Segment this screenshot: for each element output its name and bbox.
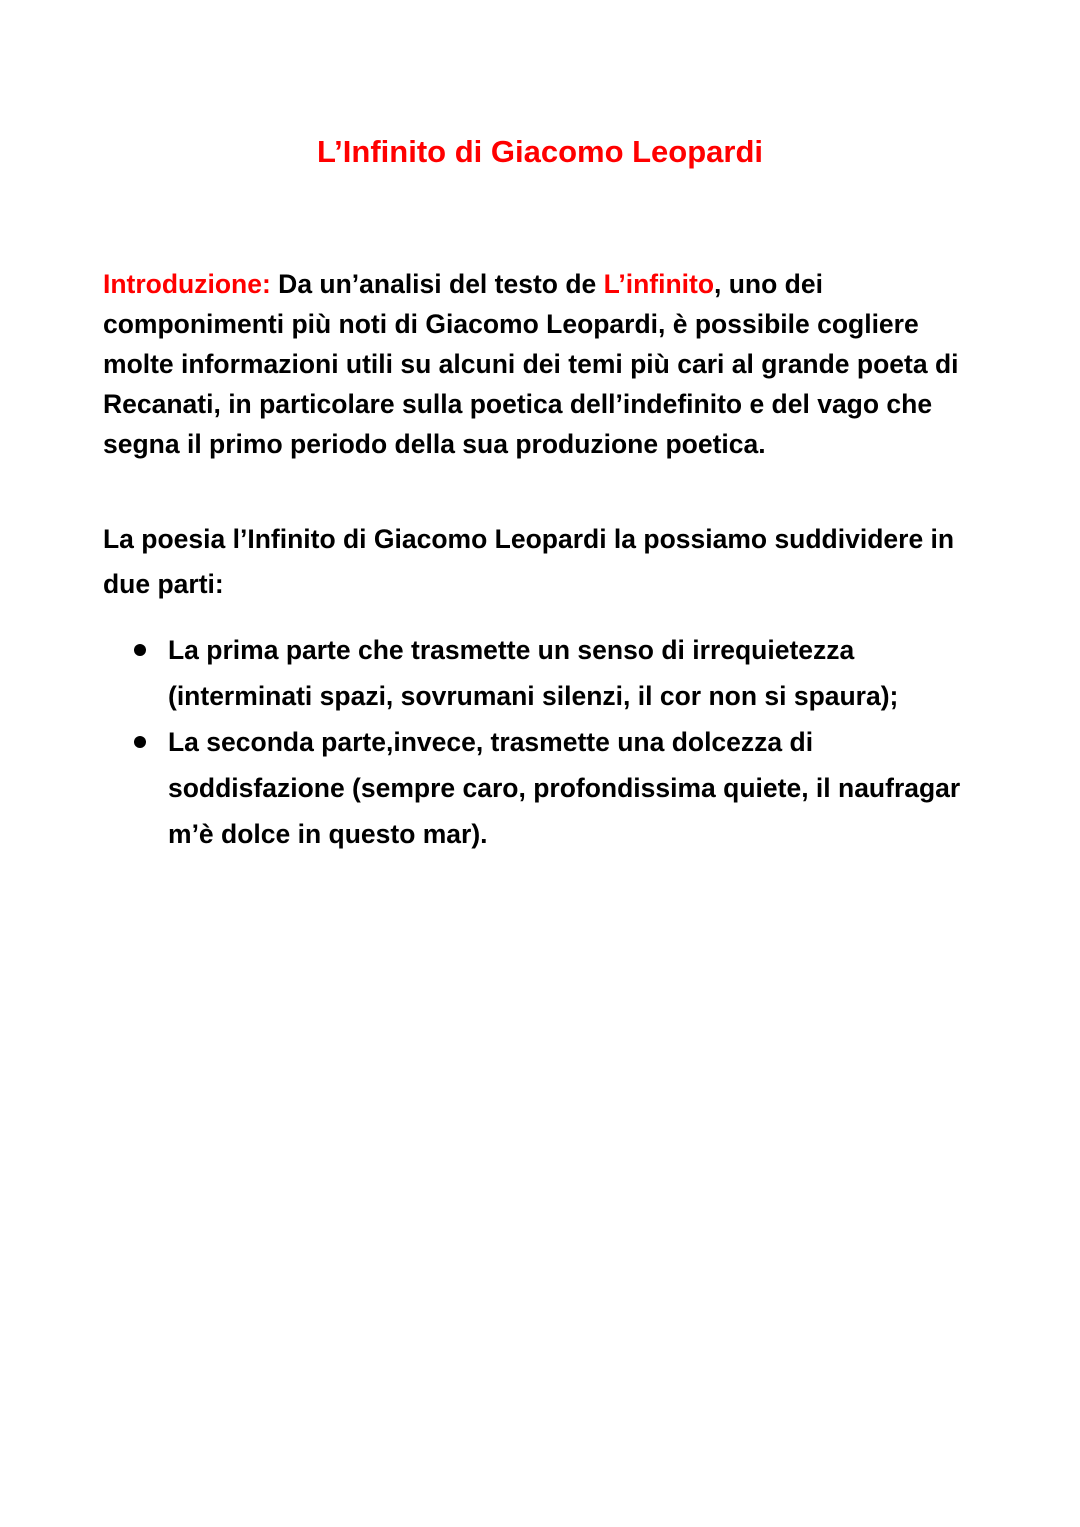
list-item-text: La prima parte che trasmette un senso di irrequietezza (interminati spazi, sovrumani silenzi, il cor non si spaura); [168,635,899,711]
intro-label: Introduzione: [103,269,271,299]
list-item [130,627,990,719]
bullet-icon [134,644,146,656]
body-paragraph: La poesia l’Infinito di Giacomo Leopardi la possiamo suddividere in due parti: [103,524,955,599]
intro-paragraph [103,264,993,464]
intro-text-after: , uno dei componimenti più noti di Giacomo Leopardi, è possibile cogliere molte informazioni utili su alcuni dei temi più cari al grande poeta di Recanati, in particolare sulla poetica dell’indefinito e del vago che segna il primo periodo della sua produzione poetica. [103,269,959,459]
list-item-text: La seconda parte,invece, trasmette una dolcezza di soddisfazione (sempre caro, profondissima quiete, il naufragar m’è dolce in questo mar). [168,727,961,849]
bullet-list [130,627,990,857]
list-item [130,719,990,857]
bullet-icon [134,736,146,748]
intro-highlight: L’infinito [603,269,715,299]
page-title: L’Infinito di Giacomo Leopardi [316,134,764,169]
intro-text-before: Da un’analisi del testo de [270,269,604,299]
